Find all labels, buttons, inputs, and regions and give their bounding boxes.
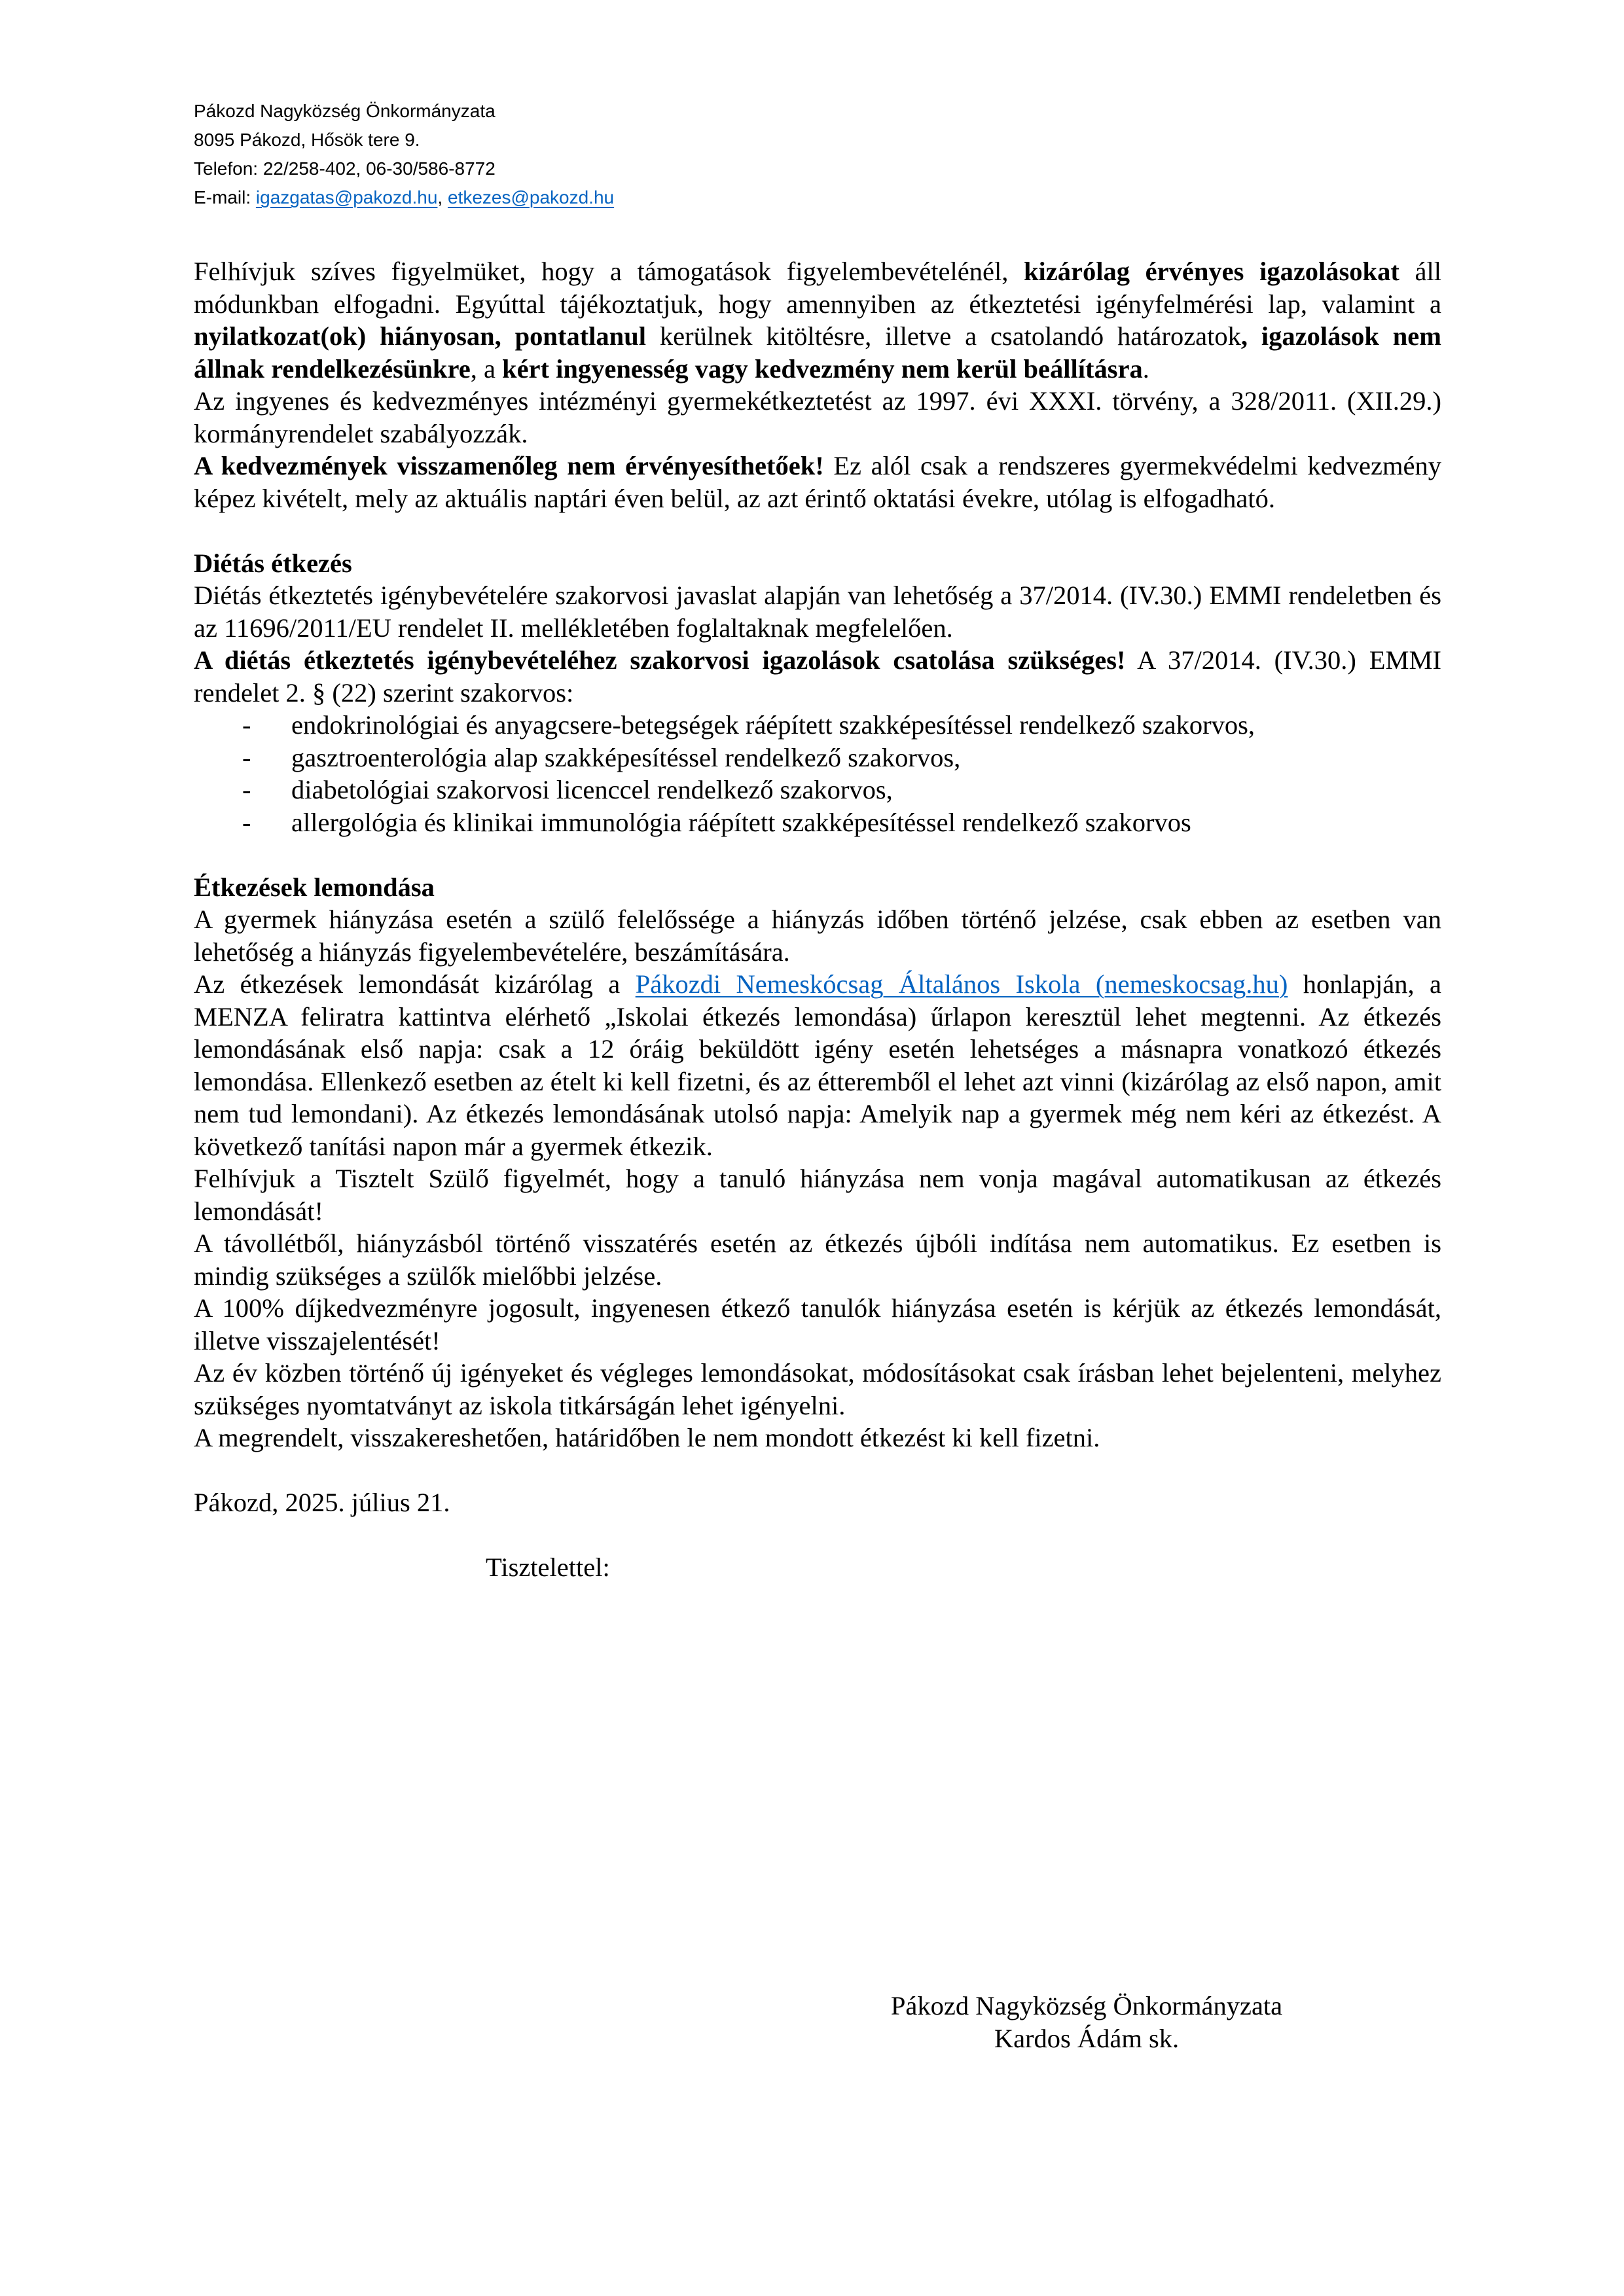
intro-paragraph-support bbox=[194, 255, 1441, 385]
diet-paragraph-certificate bbox=[194, 644, 1441, 709]
emphasis-text: nyilatkozat(ok) hiányosan, pontatlanul bbox=[194, 321, 646, 351]
specialist-list bbox=[194, 709, 1441, 838]
email-link-igazgatas[interactable]: igazgatas@pakozd.hu bbox=[255, 187, 438, 207]
signer-name: Kardos Ádám sk. bbox=[994, 2023, 1180, 2053]
list-item-text: diabetológiai szakorvosi licenccel rendelkező szakorvos, bbox=[291, 775, 893, 804]
letterhead-phone: Telefon: 22/258-402, 06-30/586-8772 bbox=[194, 158, 496, 179]
section-heading-diet: Diétás étkezés bbox=[194, 548, 352, 578]
letterhead-address: 8095 Pákozd, Hősök tere 9. bbox=[194, 130, 420, 150]
spacer bbox=[194, 1454, 1441, 1487]
cancel-paragraph-written: Az év közben történő új igényeket és végleges lemondásokat, módosításokat csak írásban lehet bejelenteni, melyhez szükséges nyomtatványt az iskola titkárságán lehet igényelni. bbox=[194, 1358, 1441, 1420]
place-date: Pákozd, 2025. július 21. bbox=[194, 1488, 450, 1517]
signature-block bbox=[785, 1990, 1388, 2054]
intro-paragraph-retroactive bbox=[194, 450, 1441, 514]
emphasis-text: kért ingyenesség vagy kedvezmény nem kerül beállításra bbox=[502, 353, 1143, 384]
cancel-paragraph-responsibility: A gyermek hiányzása esetén a szülő felelőssége a hiányzás időben történő jelzése, csak ebben az esetben van lehetőség a hiányzás figyelembevételére, beszámítására. bbox=[194, 905, 1441, 967]
body-text: , a bbox=[470, 353, 503, 384]
body-text: Felhívjuk szíves figyelmüket, hogy a támogatások figyelembevételénél, bbox=[194, 257, 1024, 286]
greeting: Tisztelettel: bbox=[486, 1552, 610, 1582]
emphasis-text: kizárólag érvényes igazolásokat bbox=[1024, 257, 1399, 286]
cancel-paragraph-payment: A megrendelt, visszakereshetően, határidőben le nem mondott étkezést ki kell fizetni. bbox=[194, 1423, 1100, 1452]
body-text: áll módunkban elfogadni. Egyúttal tájékoztatjuk, hogy amennyiben az étkeztetési igényfelmérési lap, valamint a bbox=[194, 257, 1441, 319]
school-website-link[interactable]: Pákozdi Nemeskócsag Általános Iskola (nemeskocsag.hu) bbox=[635, 969, 1288, 999]
list-item-text: gasztroenterológia alap szakképesítéssel rendelkező szakorvos, bbox=[291, 742, 961, 772]
spacer bbox=[194, 838, 1441, 871]
cancel-paragraph-free-meal: A 100% díjkedvezményre jogosult, ingyenesen étkező tanulók hiányzása esetén is kérjük az étkezés lemondását, illetve visszajelentését! bbox=[194, 1293, 1441, 1355]
dash-bullet-icon: - bbox=[242, 807, 251, 837]
diet-certificate-required: A diétás étkeztetés igénybevételéhez szakorvosi igazolások csatolása szükséges! bbox=[194, 645, 1126, 675]
body-text: kerülnek kitöltésre, illetve a csatolandó határozatok bbox=[646, 321, 1241, 351]
cancel-paragraph-procedure bbox=[194, 968, 1441, 1162]
list-item bbox=[194, 774, 1441, 806]
dash-bullet-icon: - bbox=[242, 742, 251, 772]
cancel-paragraph-return: A távollétből, hiányzásból történő visszatérés esetén az étkezés újbóli indítása nem automatikus. Ez esetben is mindig szükséges a szülők mielőbbi jelzése. bbox=[194, 1229, 1441, 1291]
signer-organization: Pákozd Nagyközség Önkormányzata bbox=[890, 1991, 1283, 2020]
list-item-text: allergológia és klinikai immunológia ráépített szakképesítéssel rendelkező szakorvos bbox=[291, 807, 1191, 837]
cancel-procedure-intro: Az étkezések lemondását kizárólag a bbox=[194, 969, 636, 999]
email-label: E-mail: bbox=[194, 187, 256, 207]
cancel-paragraph-absence: Felhívjuk a Tisztelt Szülő figyelmét, hogy a tanuló hiányzása nem vonja magával automatikusan az étkezés lemondását! bbox=[194, 1164, 1441, 1226]
section-heading-cancel: Étkezések lemondása bbox=[194, 872, 435, 902]
list-item bbox=[194, 806, 1441, 839]
dash-bullet-icon: - bbox=[242, 775, 251, 804]
document-body bbox=[194, 255, 1441, 1584]
dash-bullet-icon: - bbox=[242, 710, 251, 740]
body-text: . bbox=[1142, 353, 1149, 384]
letterhead bbox=[194, 97, 614, 212]
list-item bbox=[194, 742, 1441, 774]
letterhead-email-line bbox=[194, 183, 614, 212]
letterhead-org: Pákozd Nagyközség Önkormányzata bbox=[194, 101, 496, 121]
diet-paragraph-basis: Diétás étkeztetés igénybevételére szakorvosi javaslat alapján van lehetőség a 37/2014. (IV.30.) EMMI rendeletben és az 11696/2011/EU rendelet II. mellékletében foglaltaknak megfelelően. bbox=[194, 581, 1441, 643]
spacer bbox=[194, 1519, 1441, 1552]
emphasis-text: , igazolások nem állnak rendelkezésünkre bbox=[194, 321, 1441, 384]
retroactive-exception-text: Ez alól csak a rendszeres gyermekvédelmi kedvezmény képez kivételt, mely az aktuális naptári éven belül, az azt érintő oktatási évekre, utólag is elfogadható. bbox=[194, 451, 1441, 513]
retroactive-warning: A kedvezmények visszamenőleg nem érvényesíthetőek! bbox=[194, 451, 824, 480]
cancel-procedure-details: honlapján, a MENZA feliratra kattintva elérhető „Iskolai étkezés lemondása) űrlapon keresztül lehet megtenni. Az étkezés lemondásának első napja: csak a 12 óráig beküldött igény esetén lehetséges a másnapra vonatkozó étkezés lemondása. Ellenkező esetben az ételt ki kell fizetni, és az étteremből el lehet azt vinni (kizárólag az első napon, amit nem tud lemondani). Az étkezés lemondásának utolsó napja: Amelyik nap a gyermek még nem kéri az étkezést. A következő tanítási napon már a gyermek étkezik. bbox=[194, 969, 1441, 1161]
diet-regulation-text: A 37/2014. (IV.30.) EMMI rendelet 2. § (22) szerint szakorvos: bbox=[194, 645, 1441, 708]
email-link-etkezes[interactable]: etkezes@pakozd.hu bbox=[447, 187, 615, 207]
email-separator: , bbox=[437, 187, 448, 207]
list-item bbox=[194, 709, 1441, 742]
intro-paragraph-law: Az ingyenes és kedvezményes intézményi gyermekétkeztetést az 1997. évi XXXI. törvény, a 328/2011. (XII.29.) kormányrendelet szabályozzák. bbox=[194, 386, 1441, 448]
list-item-text: endokrinológiai és anyagcsere-betegségek ráépített szakképesítéssel rendelkező szakorvos, bbox=[291, 710, 1255, 740]
spacer bbox=[194, 514, 1441, 547]
